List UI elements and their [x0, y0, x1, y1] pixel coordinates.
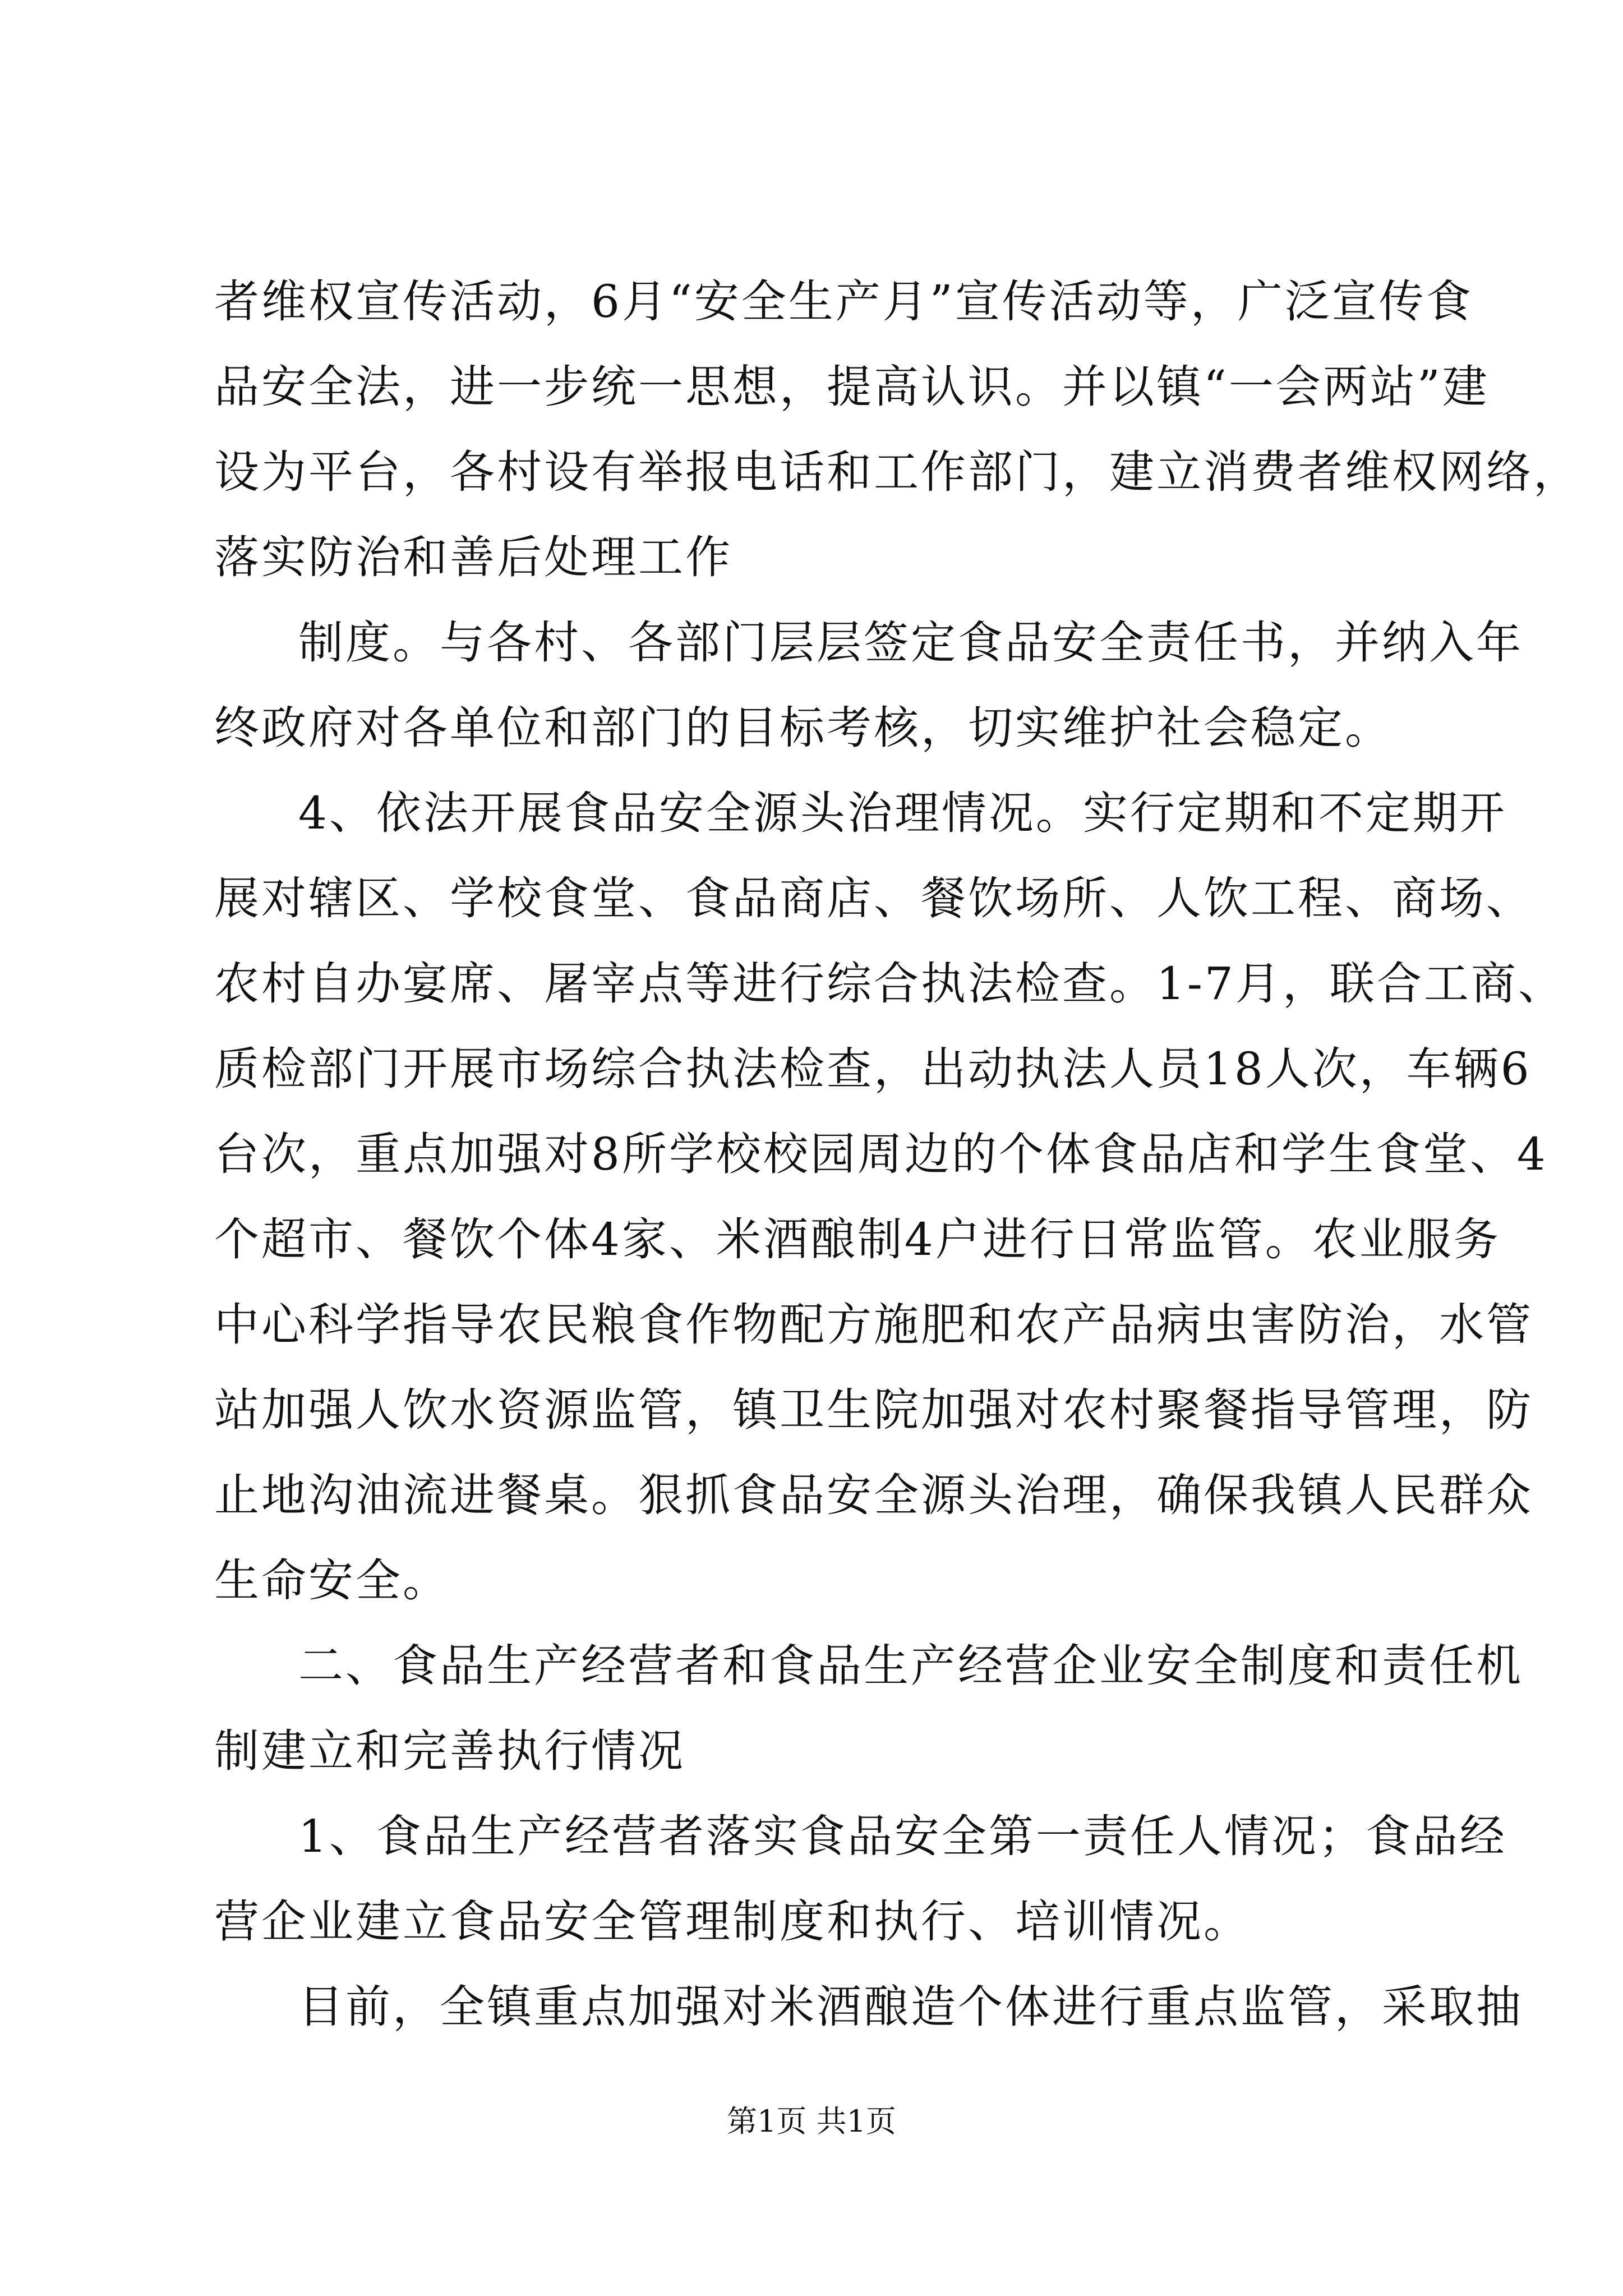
text-line: 台次，重点加强对8所学校校园周边的个体食品店和学生食堂、4	[214, 1128, 1548, 1180]
text-line: 质检部门开展市场综合执法检查，出动执法人员18人次，车辆6	[214, 1043, 1532, 1095]
text-line: 终政府对各单位和部门的目标考核，切实维护社会稳定。	[214, 702, 1392, 754]
section-heading-line: 制建立和完善执行情况	[214, 1725, 685, 1777]
text-line: 者维权宣传活动，6月“安全生产月”宣传活动等，广泛宣传食	[214, 275, 1473, 328]
text-line: 4、依法开展食品安全源头治理情况。实行定期和不定期开	[298, 787, 1507, 839]
text-line: 个超市、餐饮个体4家、米酒酿制4户进行日常监管。农业服务	[214, 1213, 1501, 1266]
text-line: 生命安全。	[214, 1554, 450, 1607]
section-heading-line: 二、食品生产经营者和食品生产经营企业安全制度和责任机	[298, 1640, 1523, 1692]
document-body	[214, 259, 1580, 2050]
text-line: 品安全法，进一步统一思想，提高认识。并以镇“一会两站”建	[214, 361, 1490, 413]
text-line: 制度。与各村、各部门层层签定食品安全责任书，并纳入年	[298, 616, 1523, 669]
page-footer: 第1页 共1页	[727, 2104, 896, 2139]
text-line: 展对辖区、学校食堂、食品商店、餐饮场所、人饮工程、商场、	[214, 872, 1533, 924]
text-line: 目前，全镇重点加强对米酒酿造个体进行重点监管，采取抽	[298, 1981, 1523, 2033]
text-line: 农村自办宴席、屠宰点等进行综合执法检查。1-7月，联合工商、	[214, 958, 1565, 1010]
text-line: 中心科学指导农民粮食作物配方施肥和农产品病虫害防治，水管	[214, 1299, 1533, 1351]
text-line: 站加强人饮水资源监管，镇卫生院加强对农村聚餐指导管理，防	[214, 1384, 1533, 1436]
text-line: 营企业建立食品安全管理制度和执行、培训情况。	[214, 1895, 1251, 1948]
text-line: 1、食品生产经营者落实食品安全第一责任人情况；食品经	[298, 1810, 1507, 1862]
text-line: 设为平台，各村设有举报电话和工作部门，建立消费者维权网络，	[214, 446, 1580, 498]
text-line: 止地沟油流进餐桌。狠抓食品安全源头治理，确保我镇人民群众	[214, 1469, 1533, 1521]
text-line: 落实防治和善后处理工作	[214, 531, 732, 583]
